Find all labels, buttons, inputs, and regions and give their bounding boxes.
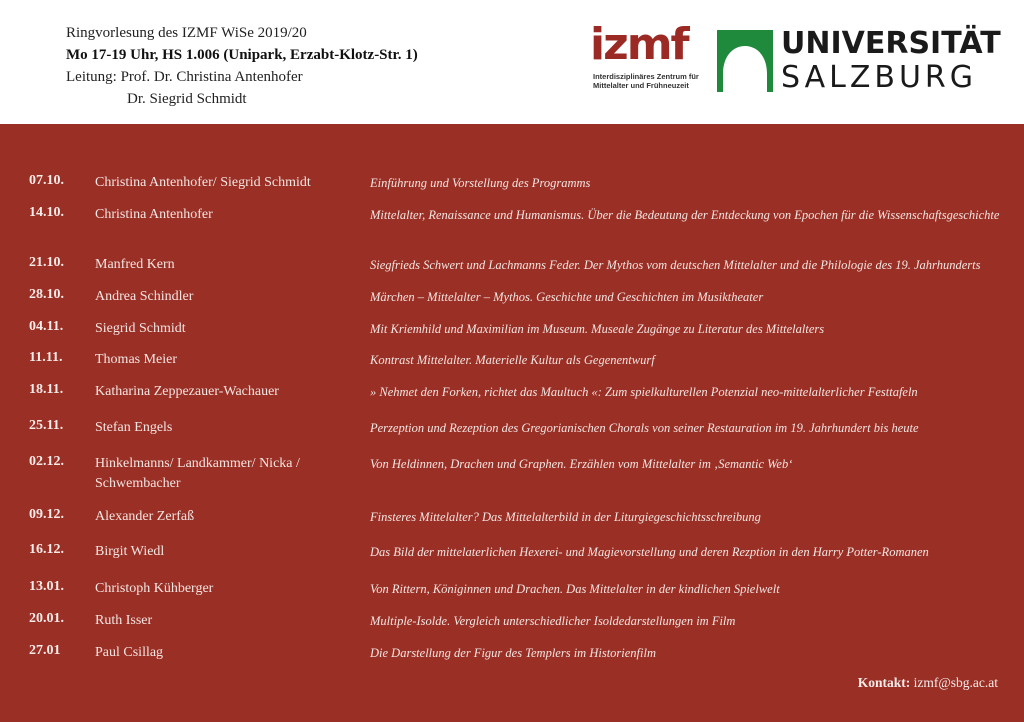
lecture-title: Mittelalter, Renaissance und Humanismus. Über die Bedeutung der Entdeckung von Epochen für die Wissenschaftsgeschichte	[370, 208, 1000, 222]
izmf-logo	[590, 19, 710, 98]
contact-email[interactable]: izmf@sbg.ac.at	[913, 675, 998, 690]
university-arch-icon	[717, 30, 773, 92]
lecture-speaker: Paul Csillag	[95, 645, 164, 660]
lecture-title: Siegfrieds Schwert und Lachmanns Feder. Der Mythos vom deutschen Mittelalter und die Philologie des 19. Jahrhunderts	[370, 258, 981, 272]
header	[0, 0, 1024, 124]
lecture-speaker: Siegrid Schmidt	[95, 321, 186, 336]
lecture-title: Perzeption und Rezeption des Gregorianischen Chorals von seiner Restauration im 19. Jahrhundert bis heute	[370, 421, 919, 435]
lecture-speaker: Stefan Engels	[95, 420, 173, 435]
lecture-title: Die Darstellung der Figur des Templers im Historienfilm	[370, 646, 656, 660]
lecture-speaker: Ruth Isser	[95, 613, 153, 628]
lecture-date: 09.12.	[29, 507, 64, 522]
co-leitung-line: Dr. Siegrid Schmidt	[127, 91, 247, 107]
lecture-date: 27.01	[29, 643, 61, 658]
schedule-panel	[0, 124, 1024, 722]
lecture-date: 16.12.	[29, 542, 64, 557]
lecture-date: 07.10.	[29, 173, 64, 188]
lecture-date: 25.11.	[29, 418, 64, 433]
izmf-logo-subtitle: Interdisziplinäres Zentrum für Mittelalter und Frühneuzeit	[593, 72, 699, 90]
university-logo-bottom: SALZBURG	[781, 60, 978, 95]
lecture-title: Finsteres Mittelalter? Das Mittelalterbild in der Liturgiegeschichtsschreibung	[370, 510, 761, 524]
lecture-date: 20.01.	[29, 611, 64, 626]
lecture-speaker: Christina Antenhofer/ Siegrid Schmidt	[95, 175, 311, 190]
lecture-date: 04.11.	[29, 319, 64, 334]
lecture-date: 13.01.	[29, 579, 64, 594]
lecture-series-title: Ringvorlesung des IZMF WiSe 2019/20	[66, 25, 307, 41]
contact-label: Kontakt:	[857, 675, 911, 690]
lecture-title: Kontrast Mittelalter. Materielle Kultur als Gegenentwurf	[370, 353, 655, 367]
university-salzburg-logo	[717, 26, 1001, 100]
lecture-date: 11.11.	[29, 350, 63, 365]
university-logo-top: UNIVERSITÄT	[781, 26, 1001, 61]
lecture-speaker: Birgit Wiedl	[95, 544, 165, 559]
lecture-speaker: Thomas Meier	[95, 352, 178, 367]
lecture-title: Von Heldinnen, Drachen und Graphen. Erzählen vom Mittelalter im ‚Semantic Web‘	[370, 457, 793, 471]
lecture-title: Mit Kriemhild und Maximilian im Museum. Museale Zugänge zu Literatur des Mittelalters	[370, 322, 825, 336]
lecture-date: 21.10.	[29, 255, 64, 270]
time-location: Mo 17-19 Uhr, HS 1.006 (Unipark, Erzabt-Klotz-Str. 1)	[66, 47, 418, 63]
lecture-speaker: Christoph Kühberger	[95, 581, 214, 596]
lecture-date: 18.11.	[29, 382, 64, 397]
lecture-speaker: Alexander Zerfaß	[95, 509, 195, 524]
leitung-line: Leitung: Prof. Dr. Christina Antenhofer	[66, 69, 303, 85]
lecture-title: » Nehmet den Forken, richtet das Maultuch «: Zum spielkulturellen Potenzial neo-mittelalterlicher Festtafeln	[370, 385, 918, 399]
lecture-speaker: Christina Antenhofer	[95, 207, 213, 222]
lecture-title: Einführung und Vorstellung des Programms	[370, 176, 591, 190]
lecture-date: 02.12.	[29, 454, 64, 469]
lecture-speaker: Hinkelmanns/ Landkammer/ Nicka / Schwembacher	[95, 456, 300, 491]
lecture-title: Multiple-Isolde. Vergleich unterschiedlicher Isoldedarstellungen im Film	[370, 614, 736, 628]
contact-line	[858, 675, 998, 691]
lecture-title: Das Bild der mittelaterlichen Hexerei- und Magievorstellung und deren Rezption in den Harry Potter-Romanen	[370, 545, 929, 559]
lecture-speaker: Katharina Zeppezauer-Wachauer	[95, 384, 279, 399]
lecture-date: 28.10.	[29, 287, 64, 302]
lecture-title: Märchen – Mittelalter – Mythos. Geschichte und Geschichten im Musiktheater	[370, 290, 764, 304]
lecture-title: Von Rittern, Königinnen und Drachen. Das Mittelalter in der kindlichen Spielwelt	[370, 582, 780, 596]
lecture-speaker: Andrea Schindler	[95, 289, 194, 304]
izmf-logo-word: izmf	[590, 19, 688, 70]
lecture-date: 14.10.	[29, 205, 64, 220]
lecture-speaker: Manfred Kern	[95, 257, 175, 272]
